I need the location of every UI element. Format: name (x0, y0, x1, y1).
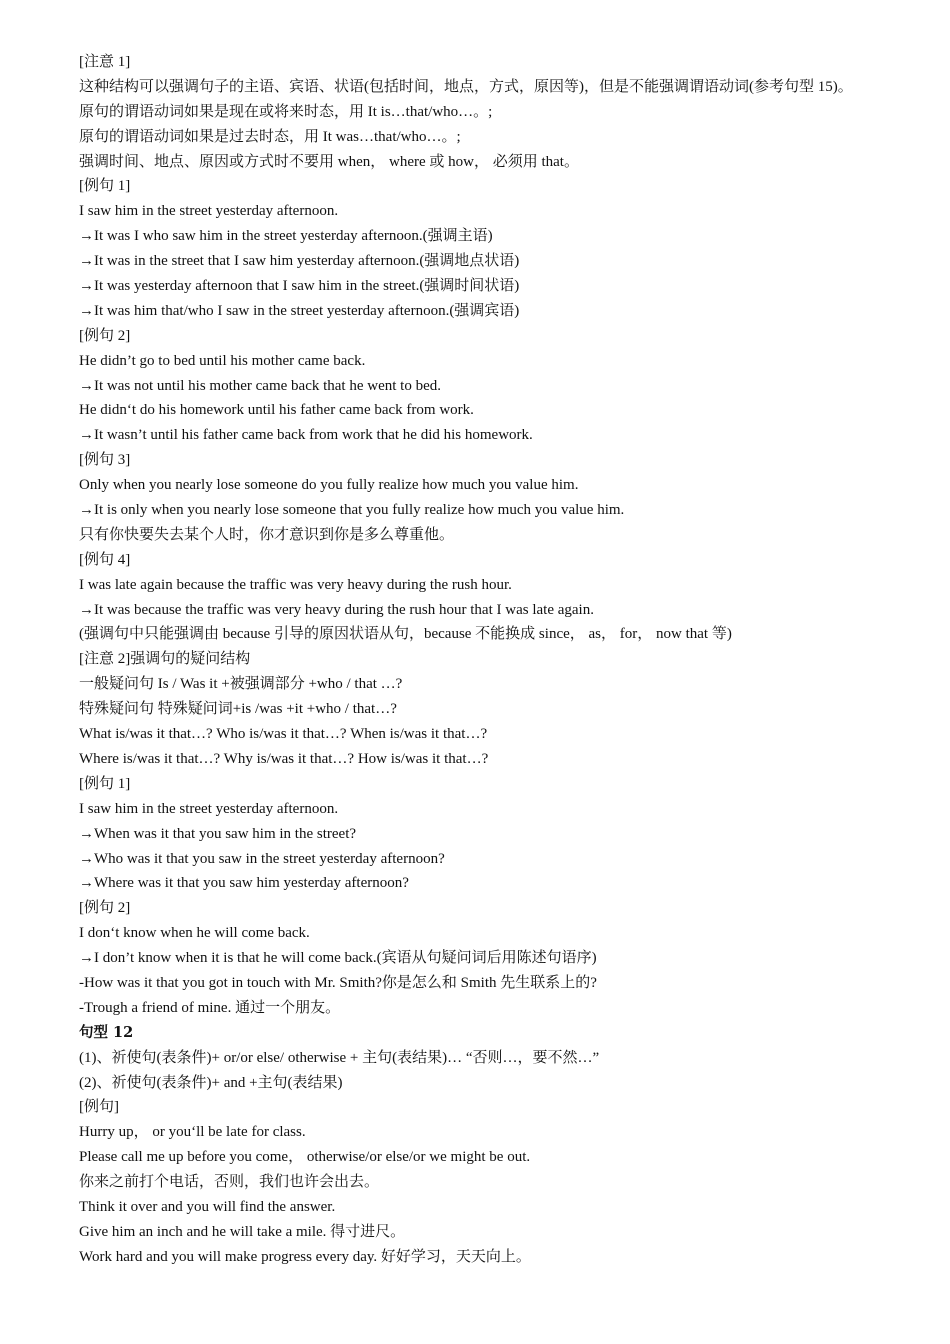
text-line: 特殊疑问句 特殊疑问词+is /was +it +who / that…? (79, 701, 397, 718)
text-line: I don‘t know when he will come back. (79, 925, 310, 942)
text-line: [注意 2]强调句的疑问结构 (79, 651, 251, 668)
text-line: →It is only when you nearly lose someone that you fully realize how much you value him. (79, 502, 625, 519)
text-line: 原句的谓语动词如果是过去时态，用 It was…that/who…。; (79, 128, 461, 145)
text-line: →It was in the street that I saw him yesterday afternoon.(强调地点状语) (79, 253, 520, 270)
text-line: →I don’t know when it is that he will come back.(宾语从句疑问词后用陈述句语序) (79, 950, 597, 967)
text-line: [例句 1] (79, 775, 131, 792)
text-line: →It was not until his mother came back that he went to bed. (79, 377, 441, 394)
text-line: What is/was it that…? Who is/was it that…? When is/was it that…? (79, 726, 488, 743)
text-line: →It wasn’t until his father came back from work that he did his homework. (79, 427, 533, 444)
text-line: →It was I who saw him in the street yesterday afternoon.(强调主语) (79, 228, 493, 245)
text-line: -Trough a friend of mine. 通过一个朋友。 (79, 999, 341, 1016)
text-line: →It was yesterday afternoon that I saw him in the street.(强调时间状语) (79, 278, 520, 295)
text-line: Give him an inch and he will take a mile. 得寸进尺。 (79, 1223, 406, 1240)
text-line: Hurry up， or you‘ll be late for class. (79, 1124, 306, 1141)
text-line: He didn‘t do his homework until his father came back from work. (79, 402, 474, 419)
text-line: -How was it that you got in touch with Mr. Smith?你是怎么和 Smith 先生联系上的? (79, 974, 597, 991)
text-line: (2)、祈使句(表条件)+ and +主句(表结果) (79, 1074, 343, 1091)
text-line: [例句 1] (79, 178, 131, 195)
text-line: 这种结构可以强调句子的主语、宾语、状语(包括时间，地点，方式，原因等)，但是不能强调谓语动词(参考句型 15)。 (79, 78, 853, 95)
text-line: Work hard and you will make progress every day. 好好学习，天天向上。 (79, 1248, 531, 1265)
document-body (79, 50, 939, 1270)
text-line: (1)、祈使句(表条件)+ or/or else/ otherwise + 主句(表结果)… “否则…，要不然…” (79, 1049, 600, 1066)
text-line: →Where was it that you saw him yesterday afternoon? (79, 875, 409, 892)
text-line: I saw him in the street yesterday afternoon. (79, 203, 339, 220)
text-line: Think it over and you will find the answer. (79, 1198, 336, 1215)
section-heading: 句型 12 (79, 1023, 134, 1041)
text-line: 只有你快要失去某个人时，你才意识到你是多么尊重他。 (79, 526, 455, 543)
text-line: →It was him that/who I saw in the street yesterday afternoon.(强调宾语) (79, 302, 520, 319)
text-line: Where is/was it that…? Why is/was it that…? How is/was it that…? (79, 750, 489, 767)
text-line: →It was because the traffic was very heavy during the rush hour that I was late again. (79, 601, 594, 618)
text-line: I saw him in the street yesterday afternoon. (79, 800, 339, 817)
text-line: [例句 2] (79, 327, 131, 344)
text-line: I was late again because the traffic was very heavy during the rush hour. (79, 576, 512, 593)
text-line: [例句 2] (79, 900, 131, 917)
text-line: (强调句中只能强调由 because 引导的原因状语从句，because 不能换成 since， as， for， now that 等) (79, 626, 732, 643)
text-line: [例句 4] (79, 551, 131, 568)
text-line: [例句 3] (79, 452, 131, 469)
text-line: [注意 1] (79, 54, 131, 70)
text-line: 你来之前打个电话，否则，我们也许会出去。 (79, 1174, 380, 1191)
text-line: He didn’t go to bed until his mother came back. (79, 352, 366, 369)
text-line: →Who was it that you saw in the street yesterday afternoon? (79, 850, 445, 867)
text-line: [例句] (79, 1099, 119, 1116)
text-line: →When was it that you saw him in the street? (79, 825, 357, 842)
text-line: 原句的谓语动词如果是现在或将来时态，用 It is…that/who…。; (79, 103, 493, 120)
text-line: Only when you nearly lose someone do you fully realize how much you value him. (79, 477, 579, 494)
text-line: 强调时间、地点、原因或方式时不要用 when， where 或 how， 必须用 that。 (79, 153, 579, 170)
text-line: Please call me up before you come， otherwise/or else/or we might be out. (79, 1149, 531, 1166)
text-line: 一般疑问句 Is / Was it +被强调部分 +who / that …? (79, 676, 403, 693)
